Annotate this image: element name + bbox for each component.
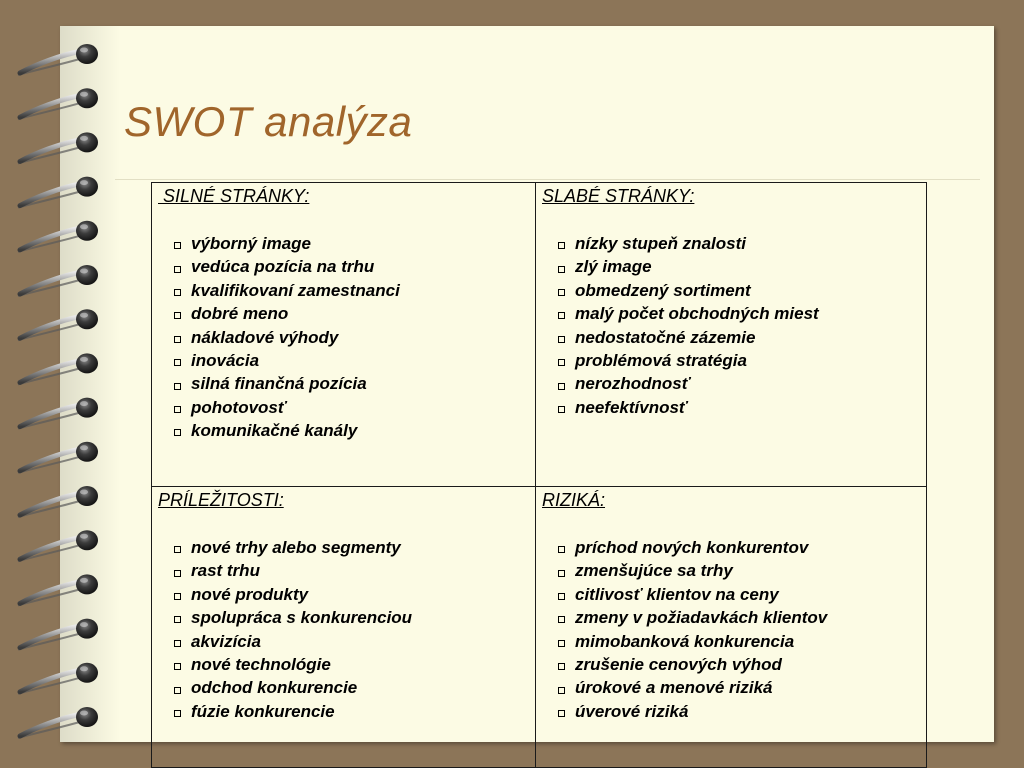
list-item-text: nerozhodnosť xyxy=(575,374,690,394)
list-item xyxy=(558,302,920,325)
square-bullet-icon xyxy=(174,429,181,436)
list-item xyxy=(558,630,920,653)
list-item xyxy=(174,559,529,582)
square-bullet-icon xyxy=(558,546,565,553)
spiral-ring-icon xyxy=(18,132,98,163)
square-bullet-icon xyxy=(174,289,181,296)
list-item xyxy=(558,372,920,395)
spiral-ring-icon xyxy=(18,221,98,252)
threats-list xyxy=(542,536,920,723)
opportunities-heading: PRÍLEŽITOSTI: xyxy=(158,490,284,510)
list-item-text: odchod konkurencie xyxy=(191,678,358,698)
spiral-ring-icon xyxy=(18,44,98,75)
square-bullet-icon xyxy=(558,616,565,623)
list-item-text: úverové riziká xyxy=(575,701,689,721)
spiral-ring-icon xyxy=(18,88,98,119)
list-item xyxy=(174,630,529,653)
square-bullet-icon xyxy=(558,570,565,577)
square-bullet-icon xyxy=(558,312,565,319)
square-bullet-icon xyxy=(174,242,181,249)
list-item-text: mimobanková konkurencia xyxy=(575,631,795,651)
list-item-text: zmeny v požiadavkách klientov xyxy=(575,608,828,628)
list-item xyxy=(174,583,529,606)
list-item-text: nákladové výhody xyxy=(191,327,339,347)
list-item-text: spolupráca s konkurenciou xyxy=(191,608,413,628)
weaknesses-heading: SLABÉ STRÁNKY: xyxy=(542,186,695,206)
square-bullet-icon xyxy=(174,336,181,343)
slide-title: SWOT analýza xyxy=(124,98,413,145)
threats-heading: RIZIKÁ: xyxy=(542,490,606,510)
square-bullet-icon xyxy=(558,406,565,413)
strengths-heading: SILNÉ STRÁNKY: xyxy=(158,186,310,206)
list-item-text: nízky stupeň znalosti xyxy=(575,234,746,253)
square-bullet-icon xyxy=(558,359,565,366)
spiral-ring-icon xyxy=(18,530,98,561)
square-bullet-icon xyxy=(174,266,181,273)
spiral-ring-icon xyxy=(18,707,98,738)
list-item xyxy=(174,302,529,325)
square-bullet-icon xyxy=(174,546,181,553)
list-item-text: rast trhu xyxy=(191,561,260,581)
square-bullet-icon xyxy=(558,663,565,670)
list-item xyxy=(174,372,529,395)
list-item xyxy=(558,396,920,419)
opportunities-cell xyxy=(152,487,536,768)
list-item-text: akvizícia xyxy=(191,631,261,651)
list-item-text: neefektívnosť xyxy=(575,397,688,417)
list-item xyxy=(558,700,920,723)
list-item xyxy=(558,559,920,582)
strengths-cell xyxy=(152,183,536,487)
square-bullet-icon xyxy=(174,593,181,600)
list-item xyxy=(558,255,920,278)
threats-cell xyxy=(536,487,927,768)
list-item xyxy=(174,536,529,559)
title-divider xyxy=(115,179,980,180)
spiral-ring-icon xyxy=(18,574,98,605)
square-bullet-icon xyxy=(558,242,565,249)
list-item xyxy=(558,583,920,606)
list-item-text: obmedzený sortiment xyxy=(575,280,751,300)
weaknesses-cell xyxy=(536,183,927,487)
square-bullet-icon xyxy=(174,616,181,623)
spiral-ring-icon xyxy=(18,353,98,384)
square-bullet-icon xyxy=(558,383,565,390)
list-item xyxy=(558,606,920,629)
opportunities-list xyxy=(158,536,529,723)
spiral-ring-icon xyxy=(18,663,98,694)
spiral-binding xyxy=(0,0,120,768)
square-bullet-icon xyxy=(174,312,181,319)
list-item xyxy=(558,279,920,302)
list-item xyxy=(174,700,529,723)
list-item-text: silná finančná pozícia xyxy=(191,374,367,394)
square-bullet-icon xyxy=(558,710,565,717)
list-item xyxy=(558,349,920,372)
list-item xyxy=(558,536,920,559)
spiral-ring-icon xyxy=(18,309,98,340)
list-item xyxy=(174,676,529,699)
spiral-ring-icon xyxy=(18,398,98,429)
weaknesses-list xyxy=(542,232,920,419)
list-item-text: príchod nových konkurentov xyxy=(575,538,809,557)
square-bullet-icon xyxy=(558,593,565,600)
square-bullet-icon xyxy=(174,663,181,670)
list-item-text: nové technológie xyxy=(191,655,331,675)
list-item-text: fúzie konkurencie xyxy=(191,701,335,721)
list-item-text: komunikačné kanály xyxy=(191,421,358,441)
list-item xyxy=(558,676,920,699)
square-bullet-icon xyxy=(174,710,181,717)
spiral-ring-icon xyxy=(18,177,98,208)
list-item xyxy=(174,232,529,255)
list-item xyxy=(174,606,529,629)
list-item-text: úrokové a menové riziká xyxy=(575,678,773,698)
list-item-text: výborný image xyxy=(191,234,311,253)
list-item xyxy=(174,349,529,372)
list-item-text: zlý image xyxy=(575,257,652,277)
list-item xyxy=(558,232,920,255)
list-item-text: dobré meno xyxy=(191,304,289,324)
list-item xyxy=(174,396,529,419)
square-bullet-icon xyxy=(174,570,181,577)
list-item-text: zmenšujúce sa trhy xyxy=(575,561,733,581)
list-item xyxy=(174,279,529,302)
list-item-text: pohotovosť xyxy=(191,397,287,417)
strengths-list xyxy=(158,232,529,443)
list-item-text: nedostatočné zázemie xyxy=(575,327,756,347)
list-item xyxy=(558,653,920,676)
square-bullet-icon xyxy=(174,687,181,694)
square-bullet-icon xyxy=(174,383,181,390)
list-item-text: kvalifikovaní zamestnanci xyxy=(191,280,400,300)
list-item xyxy=(174,419,529,442)
list-item-text: zrušenie cenových výhod xyxy=(575,655,782,675)
list-item-text: malý počet obchodných miest xyxy=(575,304,819,324)
list-item-text: citlivosť klientov na ceny xyxy=(575,584,779,604)
square-bullet-icon xyxy=(558,289,565,296)
spiral-ring-icon xyxy=(18,442,98,473)
square-bullet-icon xyxy=(174,359,181,366)
swot-table xyxy=(151,182,927,768)
square-bullet-icon xyxy=(174,640,181,647)
square-bullet-icon xyxy=(558,336,565,343)
list-item-text: vedúca pozícia na trhu xyxy=(191,257,375,277)
list-item xyxy=(174,653,529,676)
list-item xyxy=(558,326,920,349)
list-item xyxy=(174,255,529,278)
list-item-text: nové produkty xyxy=(191,584,309,604)
list-item-text: inovácia xyxy=(191,351,260,371)
list-item-text: nové trhy alebo segmenty xyxy=(191,538,401,557)
spiral-ring-icon xyxy=(18,265,98,296)
square-bullet-icon xyxy=(558,640,565,647)
square-bullet-icon xyxy=(558,266,565,273)
square-bullet-icon xyxy=(558,687,565,694)
spiral-ring-icon xyxy=(18,486,98,517)
list-item-text: problémová stratégia xyxy=(575,351,747,371)
list-item xyxy=(174,326,529,349)
spiral-ring-icon xyxy=(18,619,98,650)
square-bullet-icon xyxy=(174,406,181,413)
